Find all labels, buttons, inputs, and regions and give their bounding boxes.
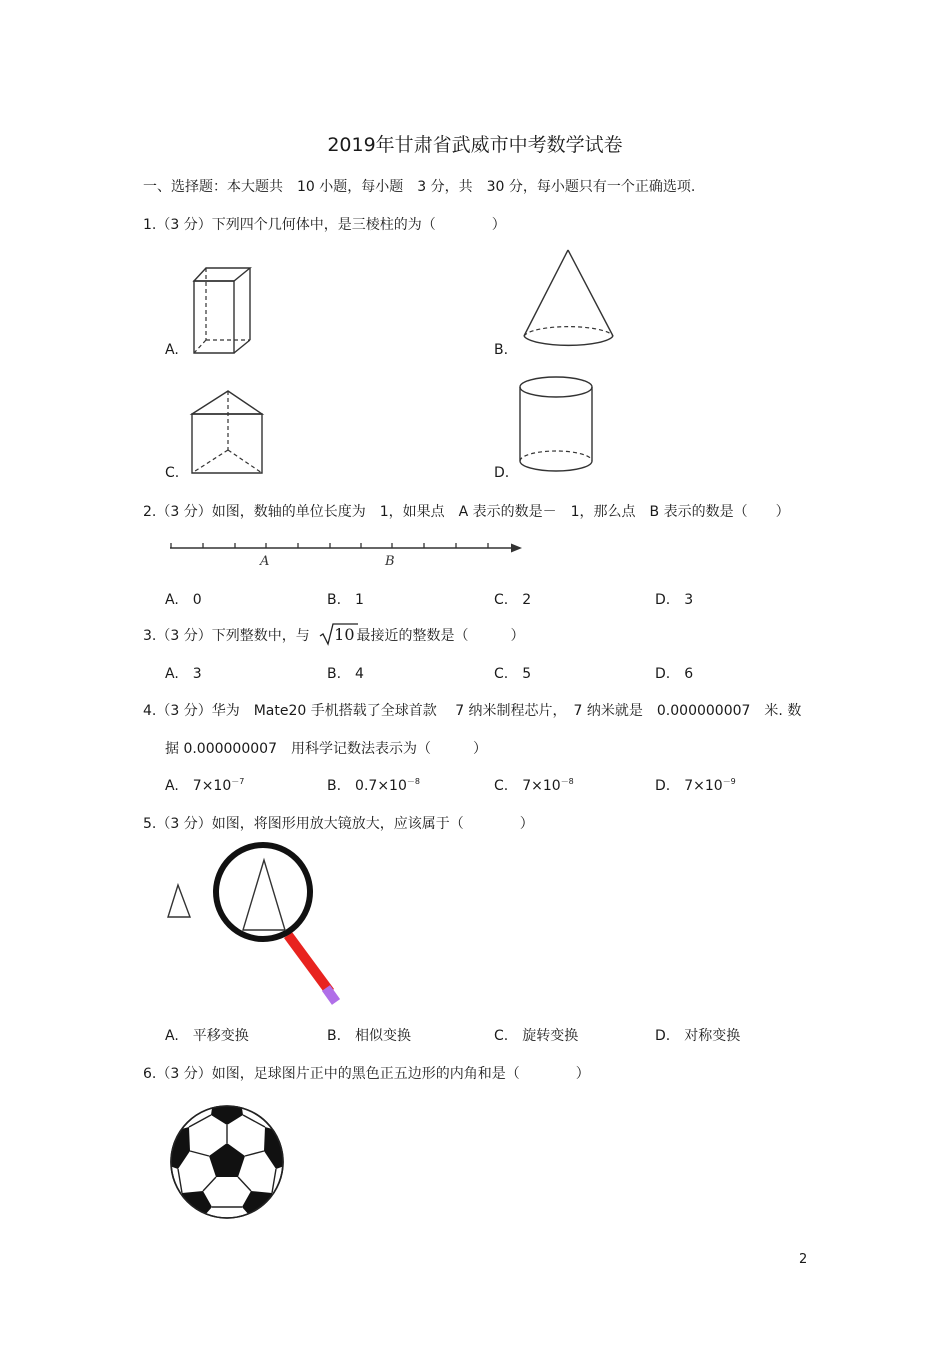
q1-option-d-label: D. — [494, 465, 510, 481]
cuboid-figure — [190, 265, 255, 355]
page-title: 2019年甘肃省武威市中考数学试卷 — [327, 134, 623, 156]
q3-stem-pre: 3.（3 分）下列整数中，与 — [143, 628, 310, 644]
question-6-stem: 6.（3 分）如图，足球图片正中的黑色正五边形的内角和是（ ） — [143, 1066, 590, 1082]
point-a-label: A — [260, 554, 270, 569]
q3-option-c: C. 5 — [494, 666, 532, 682]
section-header: 一、选择题：本大题共 10 小题，每小题 3 分，共 30 分，每小题只有一个正确选项. — [143, 179, 696, 195]
q1-option-c-label: C. — [165, 465, 180, 481]
triangular-prism-figure — [190, 388, 265, 478]
radical-sign-icon — [320, 623, 360, 647]
cylinder-figure — [515, 375, 600, 475]
question-4-line-2: 据 0.000000007 用科学记数法表示为（ ） — [165, 741, 487, 757]
question-4-line-1: 4.（3 分）华为 Mate20 手机搭载了全球首款 7 纳米制程芯片， 7 纳米就是 0.000000007 米. 数 — [143, 703, 802, 719]
magnifier-handle — [288, 935, 330, 992]
page-number: 2 — [799, 1252, 808, 1267]
q5-option-b: B. 相似变换 — [327, 1028, 412, 1044]
q5-option-a: A. 平移变换 — [165, 1028, 249, 1044]
magnifier-figure — [160, 840, 360, 1015]
question-2-stem: 2.（3 分）如图，数轴的单位长度为 1，如果点 A 表示的数是－ 1，那么点 B 表示的数是（ ） — [143, 504, 790, 520]
q4-option-b: B. $0.7\times 10^{-8}$ — [327, 777, 420, 794]
magnifier-lens — [216, 845, 310, 939]
question-5-stem: 5.（3 分）如图，将图形用放大镜放大，应该属于（ ） — [143, 816, 534, 832]
q3-option-b: B. 4 — [327, 666, 364, 682]
point-b-label: B — [385, 554, 395, 569]
sqrt-expression — [320, 625, 354, 644]
q2-option-a: A. 0 — [165, 592, 202, 608]
magnifier-handle-tip — [326, 988, 336, 1002]
question-3-stem — [143, 625, 525, 645]
q3-option-d: D. 6 — [655, 666, 694, 682]
q3-stem-post: 最接近的整数是（ ） — [356, 628, 525, 644]
q2-option-d: D. 3 — [655, 592, 694, 608]
question-1-stem: 1.（3 分）下列四个几何体中，是三棱柱的为（ ） — [143, 217, 506, 233]
q4-option-c: C. $7\times 10^{-8}$ — [494, 777, 574, 794]
number-line — [168, 540, 528, 570]
q2-option-b: B. 1 — [327, 592, 364, 608]
q1-option-a-label: A. — [165, 342, 179, 358]
q5-option-c: C. 旋转变换 — [494, 1028, 579, 1044]
q2-option-c: C. 2 — [494, 592, 532, 608]
q3-option-a: A. 3 — [165, 666, 202, 682]
small-triangle — [168, 885, 190, 917]
q5-option-d: D. 对称变换 — [655, 1028, 741, 1044]
soccer-ball-figure — [168, 1103, 286, 1221]
cone-figure — [520, 248, 620, 353]
q4-option-d: D. $7\times 10^{-9}$ — [655, 777, 736, 794]
q1-option-b-label: B. — [494, 342, 509, 358]
radicand: 10 — [334, 625, 355, 644]
q4-option-a: A. $7\times 10^{-7}$ — [165, 777, 245, 794]
